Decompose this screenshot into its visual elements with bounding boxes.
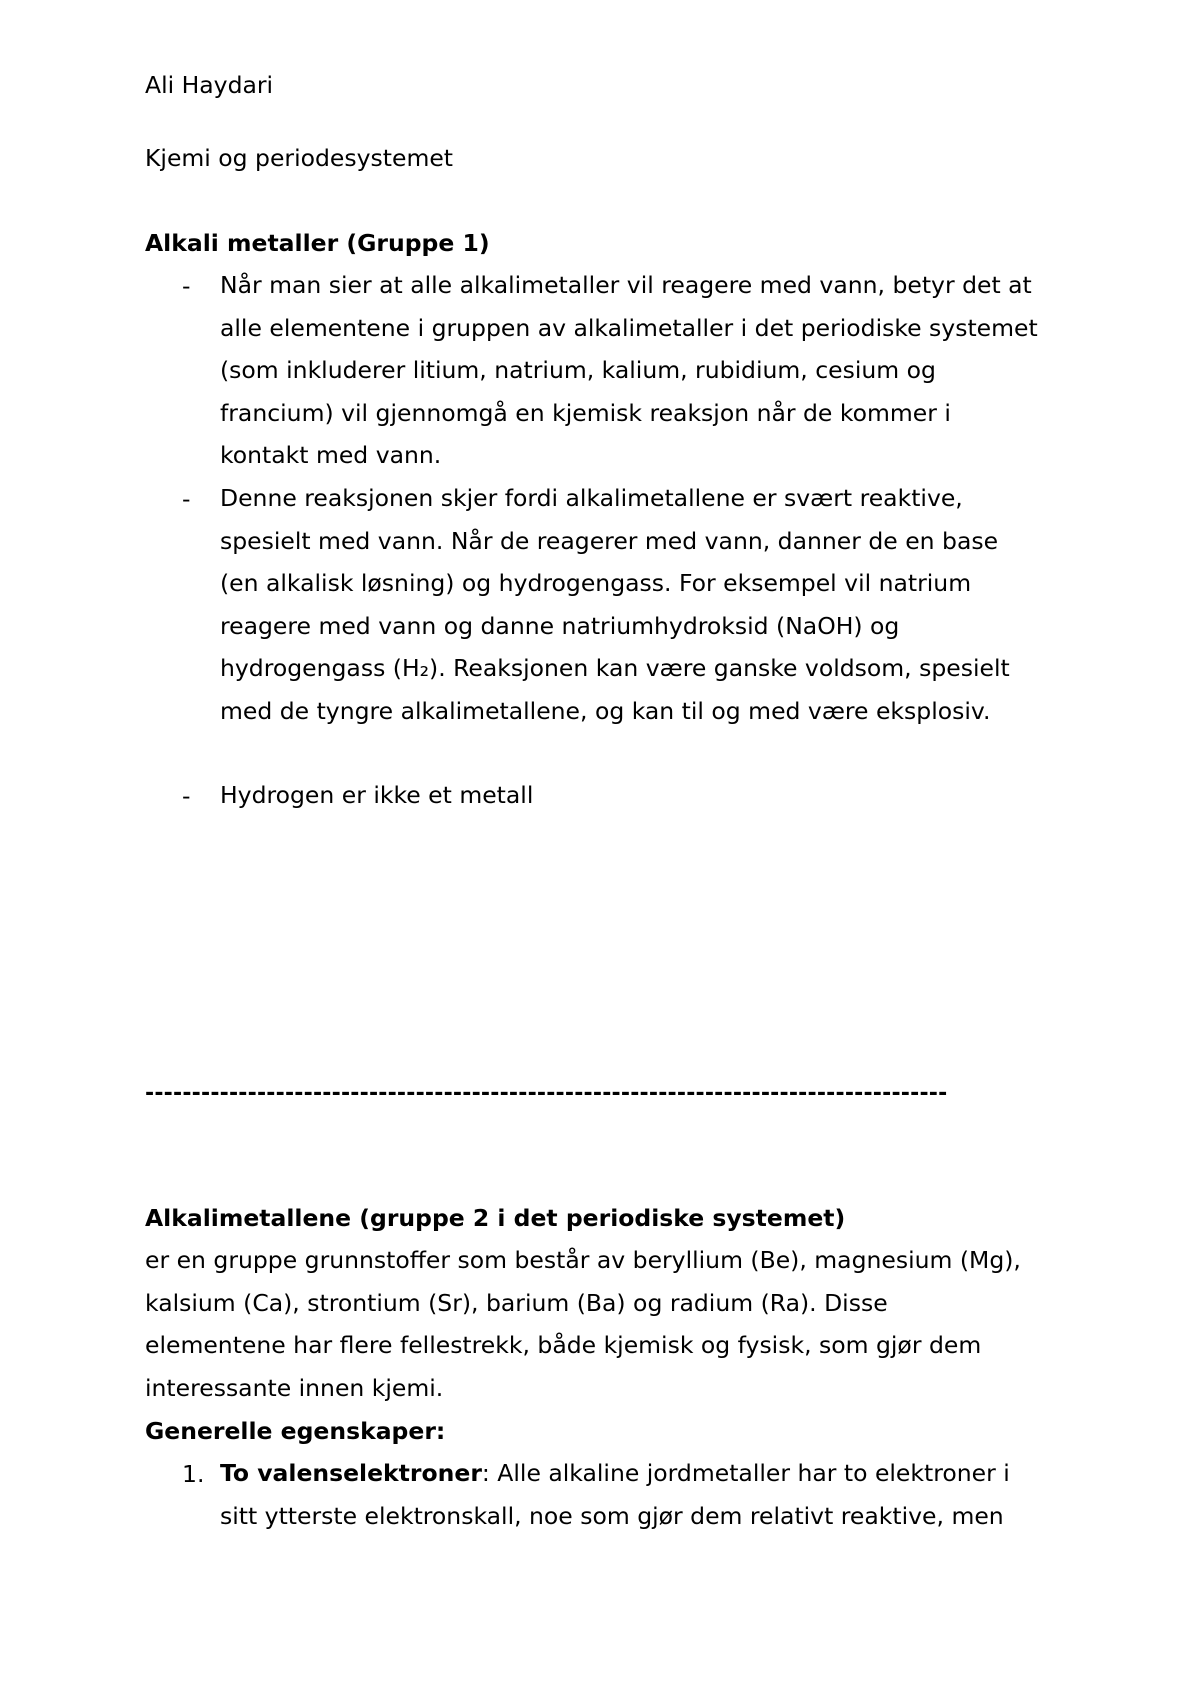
bullet-dash: - xyxy=(182,485,191,513)
section2-para-line4: interessante innen kjemi. xyxy=(145,1373,444,1402)
bullet1-line5: kontakt med vann. xyxy=(220,441,442,470)
bullet1-line3: (som inkluderer litium, natrium, kalium, rubidium, cesium og xyxy=(220,356,936,385)
bullet2-line1: Denne reaksjonen skjer fordi alkalimetallene er svært reaktive, xyxy=(220,484,963,512)
section1-heading: Alkali metaller (Gruppe 1) xyxy=(145,229,490,257)
numbered-marker: 1. xyxy=(182,1460,205,1488)
bullet1-line1: Når man sier at alle alkalimetaller vil reagere med vann, betyr det at xyxy=(220,271,1032,299)
numbered-item1-line2: sitt ytterste elektronskall, noe som gjør dem relativt reaktive, men xyxy=(220,1501,1004,1530)
numbered-item1-term: To valenselektroner xyxy=(220,1459,482,1487)
numbered-item1-line1 xyxy=(220,1452,1010,1495)
bullet-dash: - xyxy=(182,272,191,300)
bullet2-line5: hydrogengass (H₂). Reaksjonen kan være ganske voldsom, spesielt xyxy=(220,654,1010,683)
bullet1-line4: francium) vil gjennomgå en kjemisk reaksjon når de kommer i xyxy=(220,398,951,427)
numbered-item1-rest: : Alle alkaline jordmetaller har to elektroner i xyxy=(481,1459,1010,1487)
document-title: Kjemi og periodesystemet xyxy=(145,144,454,172)
author-name: Ali Haydari xyxy=(145,71,274,99)
bullet1-line2: alle elementene i gruppen av alkalimetaller i det periodiske systemet xyxy=(220,313,1038,342)
section2-para-line3: elementene har flere fellestrekk, både kjemisk og fysisk, som gjør dem xyxy=(145,1331,982,1360)
bullet2-line4: reagere med vann og danne natriumhydroksid (NaOH) og xyxy=(220,611,900,640)
bullet2-line3: (en alkalisk løsning) og hydrogengass. For eksempel vil natrium xyxy=(220,569,972,598)
section2-heading: Alkalimetallene (gruppe 2 i det periodiske systemet) xyxy=(145,1204,846,1232)
section2-para-line1: er en gruppe grunnstoffer som består av beryllium (Be), magnesium (Mg), xyxy=(145,1246,1021,1274)
bullet2-line2: spesielt med vann. Når de reagerer med vann, danner de en base xyxy=(220,526,999,555)
section2-para-line2: kalsium (Ca), strontium (Sr), barium (Ba) og radium (Ra). Disse xyxy=(145,1288,888,1317)
separator-line: -------------------------------------------------------------------------------------- xyxy=(145,1081,948,1106)
bullet2-line6: med de tyngre alkalimetallene, og kan til og med være eksplosiv. xyxy=(220,697,991,725)
bullet3-line1: Hydrogen er ikke et metall xyxy=(220,781,534,809)
section2-subheading: Generelle egenskaper: xyxy=(145,1417,446,1445)
bullet-dash: - xyxy=(182,782,191,810)
